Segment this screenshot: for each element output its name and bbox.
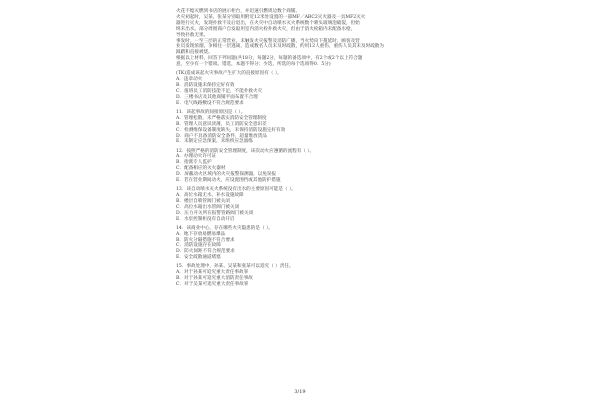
option-e: E．若在营业期间动火，应设置围挡或其他防护措施 [176, 178, 281, 184]
question-10 [176, 71, 424, 106]
option-a: A．地下存放易燃易爆品 [176, 231, 226, 237]
option-e: E．水泵控制柜没有自动开启 [176, 216, 235, 222]
option-b: B．楼层自喷管阀门被关闭 [176, 198, 230, 204]
text-line: 踩踏和直接被烧。 [176, 50, 213, 56]
option-c: C．值班员工消防技能不足，不能扑救火灾 [176, 88, 263, 94]
option-a: A．违章动火 [176, 77, 203, 83]
option-c: C．高位水箱出水管阀门被关闭 [176, 204, 240, 210]
option-c: C．配备相应的灭火器材 [176, 166, 226, 172]
text-line: 业员发现浓烟，争相往一层逃离，造成数名人员未及时疏散，约用12人重伤，重伤人员其未及时疏散为 [176, 44, 384, 50]
option-b: B．管理人员意识淡薄，员工消防安全意识差 [176, 121, 267, 127]
text-line: 导致扑救无果。 [176, 32, 209, 38]
question-stem: 14．该商业中心，存在哪些火灾隐患的是（ ）。 [176, 225, 273, 231]
page-number: 3/19 [294, 389, 306, 395]
option-c: C．对于吴某可追究重大责任事故罪 [176, 282, 249, 288]
option-d: D．防火间距不符合规范要求 [176, 249, 235, 255]
option-a: A．高位水箱无水，补水设施故障 [176, 193, 244, 199]
text-line: 火灾初起时，吴某、张某分别取用附近12米处设置的一部MF／ABC2灭火器及一具MF2灭火 [176, 14, 366, 20]
option-b: B．对于孙某可追究重大消防责任事故 [176, 276, 253, 282]
question-13 [176, 187, 424, 222]
option-d: D．三楼书店及其他商铺平面布置不合理 [176, 94, 258, 100]
option-a: A．管理松散，未严格落实消防安全管理制度 [176, 115, 267, 121]
option-b: B．消防设施未保持完好有效 [176, 83, 235, 89]
option-b: B．防火分隔措施不符合要求 [176, 237, 235, 243]
option-c: C．检测维保设备制度缺失，未保持消防设施完好有效 [176, 127, 286, 133]
option-c: C．消防设施存在故障 [176, 243, 221, 249]
question-11 [176, 110, 424, 145]
document-body [176, 9, 424, 288]
question-15 [176, 264, 424, 288]
option-a: A．办理动火许可证 [176, 154, 217, 160]
text-line: 意，至少有一个错项。错选，本题不得分；少选，所选的每个选项得0．5分) [176, 62, 331, 68]
text-line: 火花不熄灭燃到书店的展示柜台，并迅速引燃周边数个商铺。 [176, 9, 301, 14]
question-stem: 15．事故处理中，孙某、吴某和张某可以追究（ ）责任。 [176, 264, 294, 270]
text-line: 器进行灭火，发现扑救不及后退出，在火灾中自动喷水灭火系统数个喷头玻璃泡破裂，但始 [176, 20, 360, 26]
option-a: A．对于孙某可追究重大责任事故罪 [176, 270, 249, 276]
option-e: E．未制定应急预案，未组织应急演练 [176, 139, 253, 145]
question-stem: 13．该自动喷水灭火系统没有出水的主要原因可能是（ ）。 [176, 187, 296, 193]
case-description [176, 9, 424, 68]
question-12 [176, 149, 424, 184]
question-14 [176, 226, 424, 261]
text-line: 根据以上材料，回答下列问题(共18分，每题2分，每题的备选项中，有2个或2个以上符合题 [176, 56, 363, 62]
option-e: E．安全疏散通道堵塞 [176, 255, 221, 261]
question-stem: (TK)造成该起火灾事故产生扩大的直接原因有（ ）。 [176, 71, 282, 77]
option-d: D．压力开关所在报警管路阀门被关闭 [176, 210, 254, 216]
option-b: B．指派专人监护 [176, 160, 212, 166]
question-stem: 11．该起事故的间接原因是（ ）。 [176, 109, 246, 115]
text-line: 终未出水。部分周围商户自发取用室内消火栓扑救火灾，但由于消火栓箱内未配备水枪， [176, 26, 356, 32]
text-line: 事发时，一至三层的正常营业，未触发火灾报警及消防广播，当火势向下蔓延时，顾客及营 [176, 38, 360, 44]
option-d: D．商户不具备消防安全条件，超量堆放货品 [176, 133, 267, 139]
option-e: E．电气线路敷设不符合规范要求 [176, 100, 244, 106]
option-d: D．屏蔽动火区域内的火灾报警探测器，以免误报 [176, 172, 277, 178]
question-stem: 12．按照严格的消防安全管理制度，该次动火应遵循的流程有（ ）。 [176, 148, 315, 154]
